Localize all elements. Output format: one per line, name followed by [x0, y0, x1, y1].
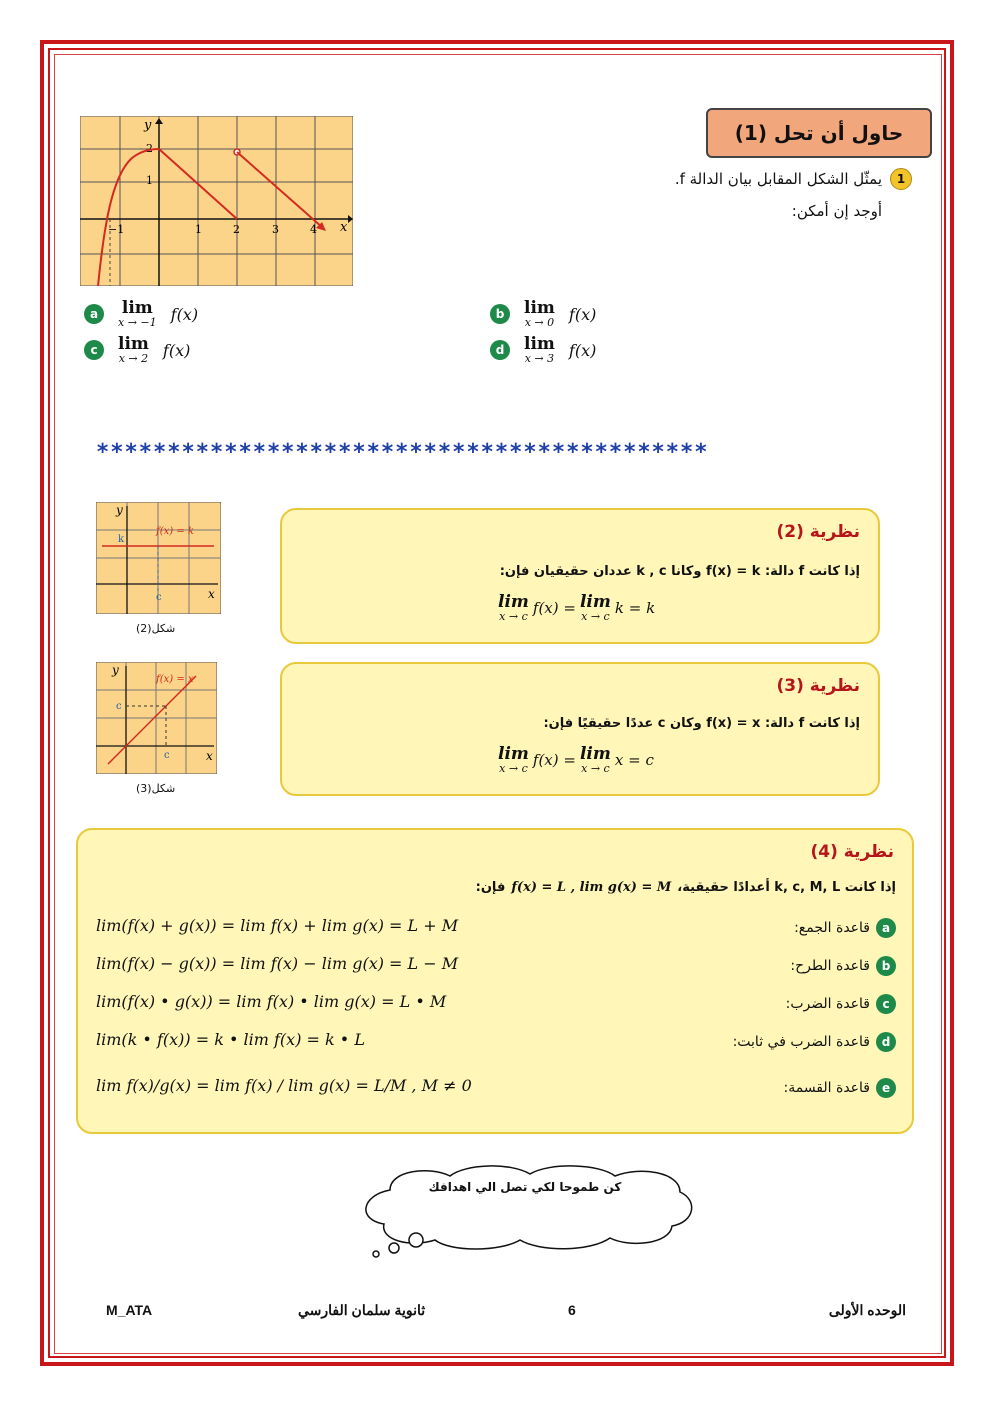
exercise-instruction: أوجد إن أمكن:	[791, 202, 882, 220]
theorem-2-box	[280, 508, 880, 644]
footer-unit: الوحده الأولى	[828, 1302, 906, 1318]
badge-c: c	[84, 340, 104, 360]
rule-product-expr: lim(f(x) • g(x)) = lim f(x) • lim g(x) = L • M	[96, 992, 447, 1011]
cloud-text: كن طموحا لكي تصل الي اهدافك	[428, 1180, 622, 1194]
rule-quotient: lim f(x)/g(x) = lim f(x) / lim g(x) = L/M , M ≠ 0 e قاعدة القسمة:	[78, 1074, 912, 1108]
theorem-3-title: نظرية (3)	[776, 676, 860, 696]
limit-item-d: d lim x → 3 f(x)	[490, 336, 596, 364]
figure-3-caption: شكل(3)	[136, 782, 176, 795]
footer-author: M_ATA	[106, 1302, 153, 1318]
exercise-number-badge: 1	[890, 168, 912, 190]
rule-sum-expr: lim(f(x) + g(x)) = lim f(x) + lim g(x) = L + M	[96, 916, 459, 935]
tick-x-4: 4	[310, 223, 317, 236]
y-axis-label: y	[144, 118, 152, 133]
svg-text:c: c	[156, 592, 162, 603]
figure-3	[96, 662, 217, 774]
badge-b: b	[490, 304, 510, 324]
svg-text:c: c	[116, 701, 122, 712]
rule-quotient-expr: lim f(x)/g(x) = lim f(x) / lim g(x) = L/M , M ≠ 0	[96, 1076, 472, 1095]
tick-y-2: 2	[146, 142, 153, 155]
svg-text:k: k	[118, 534, 125, 545]
svg-text:y: y	[112, 663, 119, 677]
thought-cloud	[350, 1160, 700, 1260]
rule-sum: lim(f(x) + g(x)) = lim f(x) + lim g(x) = L + M a قاعدة الجمع:	[78, 914, 912, 948]
theorem-3-box	[280, 662, 880, 796]
x-axis-label: x	[340, 220, 348, 235]
function-graph	[80, 116, 353, 286]
theorem-2-condition: إذا كانت f دالة: f(x) = k وكانا k , c عددان حقيقيان فإن:	[499, 564, 860, 579]
theorem-2-result: lim x → c f(x) = lim x → c k = k	[498, 592, 656, 623]
figure-2-caption: شكل(2)	[136, 622, 176, 635]
svg-text:c: c	[164, 750, 170, 761]
limit-c-fx: f(x)	[162, 340, 191, 360]
limit-b-fx: f(x)	[568, 304, 597, 324]
theorem-4-title: نظرية (4)	[810, 842, 894, 862]
theorem-4-condition: إذا كانت k, c, M, L أعدادًا حقيقية، f(x) = L , lim g(x) = M فإن:	[475, 880, 896, 895]
svg-text:x: x	[208, 587, 215, 601]
exercise-prompt-row	[675, 168, 912, 190]
star-separator: *******************************************	[96, 440, 709, 465]
tick-x-neg1: −1	[108, 223, 125, 236]
limit-d-fx: f(x)	[568, 340, 597, 360]
rule-difference: lim(f(x) − g(x)) = lim f(x) − lim g(x) = L − M b قاعدة الطرح:	[78, 952, 912, 986]
rule-constant-multiple: lim(k • f(x)) = k • lim f(x) = k • L d قاعدة الضرب في ثابت:	[78, 1028, 912, 1062]
limit-item-b: b lim x → 0 f(x)	[490, 300, 596, 328]
rule-product: lim(f(x) • g(x)) = lim f(x) • lim g(x) = L • M c قاعدة الضرب:	[78, 990, 912, 1024]
svg-text:x: x	[206, 749, 213, 763]
limit-a-fx: f(x)	[170, 304, 199, 324]
svg-text:y: y	[116, 503, 123, 517]
theorem-4-box	[76, 828, 914, 1134]
theorem-3-result: lim x → c f(x) = lim x → c x = c	[498, 744, 654, 775]
fig3-fx-label: f(x) = x	[156, 674, 194, 685]
rule-difference-expr: lim(f(x) − g(x)) = lim f(x) − lim g(x) = L − M	[96, 954, 459, 973]
limit-item-a: a lim x → −1 f(x)	[84, 300, 198, 328]
footer-school: ثانوية سلمان الفارسي	[298, 1302, 426, 1318]
fig2-fx-label: f(x) = k	[156, 526, 194, 537]
theorem-3-condition: إذا كانت f دالة: f(x) = x وكان c عددًا حقيقيًا فإن:	[543, 716, 860, 731]
tick-y-1: 1	[146, 174, 153, 187]
badge-a: a	[84, 304, 104, 324]
footer-page-number: 6	[568, 1302, 576, 1318]
limit-item-c: c lim x → 2 f(x)	[84, 336, 190, 364]
rule-constant-expr: lim(k • f(x)) = k • lim f(x) = k • L	[96, 1030, 365, 1049]
tick-x-1: 1	[195, 223, 202, 236]
tick-x-3: 3	[272, 223, 279, 236]
tick-x-2: 2	[233, 223, 240, 236]
exercise-prompt: يمثّل الشكل المقابل بيان الدالة f.	[674, 170, 882, 188]
badge-d: d	[490, 340, 510, 360]
figure-2	[96, 502, 221, 614]
theorem-2-title: نظرية (2)	[776, 522, 860, 542]
exercise-title: حاول أن تحل (1)	[706, 108, 932, 158]
